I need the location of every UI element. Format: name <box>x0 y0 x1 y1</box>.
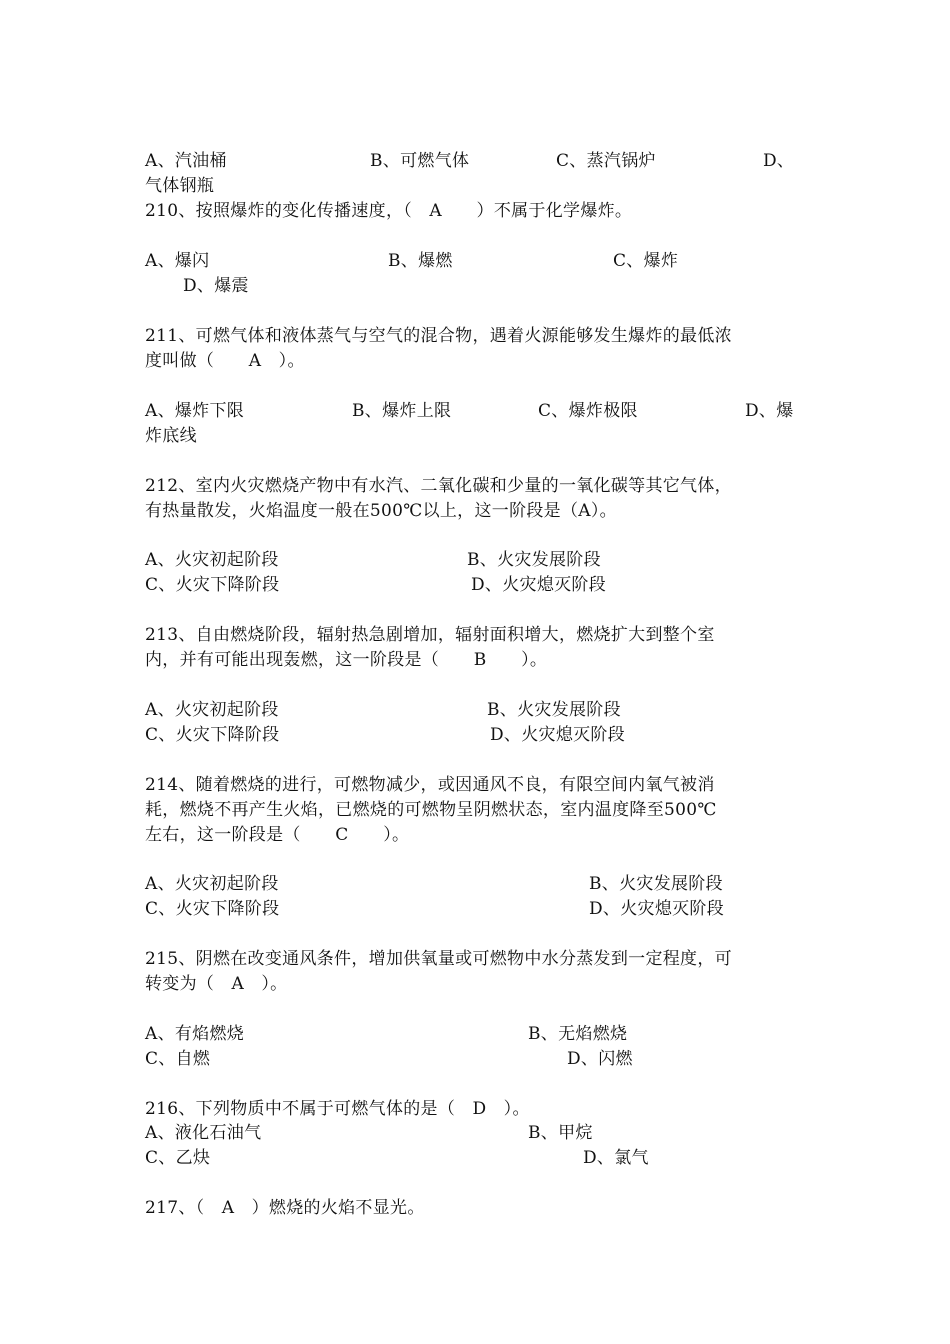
option-c: C、自燃 <box>145 1049 211 1069</box>
option-d: D、 <box>763 151 795 171</box>
option-c: C、乙炔 <box>145 1148 211 1168</box>
option-d: D、闪燃 <box>567 1049 633 1069</box>
option-b: B、火灾发展阶段 <box>589 874 723 894</box>
option-a: A、爆炸下限 <box>145 401 245 421</box>
option-a: A、爆闪 <box>145 251 210 271</box>
option-c: C、火灾下降阶段 <box>145 725 280 745</box>
question-stem: 215、阴燃在改变通风条件，增加供氧量或可燃物中水分蒸发到一定程度，可 <box>145 949 732 969</box>
option-b: B、火灾发展阶段 <box>467 550 601 570</box>
option-c: C、火灾下降阶段 <box>145 575 280 595</box>
question-stem: 217、（ A ）燃烧的火焰不显光。 <box>145 1198 425 1218</box>
question-stem: 211、可燃气体和液体蒸气与空气的混合物，遇着火源能够发生爆炸的最低浓 <box>145 326 732 346</box>
question-stem-continued: 转变为（ A ）。 <box>145 974 288 994</box>
question-stem-continued: 内，并有可能出现轰燃，这一阶段是（ B ）。 <box>145 650 548 670</box>
option-b: B、火灾发展阶段 <box>487 700 621 720</box>
option-d: D、爆震 <box>183 276 249 296</box>
question-stem: 210、按照爆炸的变化传播速度，（ A ）不属于化学爆炸。 <box>145 201 633 221</box>
option-d: D、爆 <box>745 401 794 421</box>
option-d-continued: 炸底线 <box>145 426 197 446</box>
option-b: B、爆炸上限 <box>352 401 452 421</box>
option-c: C、爆炸极限 <box>538 401 638 421</box>
question-stem: 213、自由燃烧阶段，辐射热急剧增加，辐射面积增大，燃烧扩大到整个室 <box>145 625 715 645</box>
question-stem: 212、室内火灾燃烧产物中有水汽、二氧化碳和少量的一氧化碳等其它气体， <box>145 476 732 496</box>
option-b: B、无焰燃烧 <box>528 1024 628 1044</box>
option-d-continued: 气体钢瓶 <box>145 176 215 196</box>
option-c: C、蒸汽锅炉 <box>556 151 656 171</box>
option-c: C、火灾下降阶段 <box>145 899 280 919</box>
option-d: D、火灾熄灭阶段 <box>471 575 607 595</box>
option-a: A、火灾初起阶段 <box>145 550 279 570</box>
question-stem: 214、随着燃烧的进行，可燃物减少，或因通风不良，有限空间内氧气被消 <box>145 775 715 795</box>
question-stem-continued: 度叫做（ A ）。 <box>145 351 305 371</box>
option-b: B、甲烷 <box>528 1123 593 1143</box>
option-a: A、汽油桶 <box>145 151 227 171</box>
option-b: B、爆燃 <box>388 251 453 271</box>
question-stem-continued: 有热量散发，火焰温度一般在500℃以上，这一阶段是（A）。 <box>145 501 617 521</box>
option-d: D、氯气 <box>583 1148 649 1168</box>
question-stem: 216、下列物质中不属于可燃气体的是（ D ）。 <box>145 1099 530 1119</box>
option-a: A、火灾初起阶段 <box>145 700 279 720</box>
option-d: D、火灾熄灭阶段 <box>490 725 626 745</box>
option-c: C、爆炸 <box>613 251 679 271</box>
option-a: A、有焰燃烧 <box>145 1024 245 1044</box>
option-b: B、可燃气体 <box>370 151 470 171</box>
option-a: A、液化石油气 <box>145 1123 262 1143</box>
option-a: A、火灾初起阶段 <box>145 874 279 894</box>
question-stem-continued: 左右，这一阶段是（ C ）。 <box>145 825 410 845</box>
option-d: D、火灾熄灭阶段 <box>589 899 725 919</box>
question-stem-continued: 耗，燃烧不再产生火焰，已燃烧的可燃物呈阴燃状态，室内温度降至500℃ <box>145 800 717 820</box>
